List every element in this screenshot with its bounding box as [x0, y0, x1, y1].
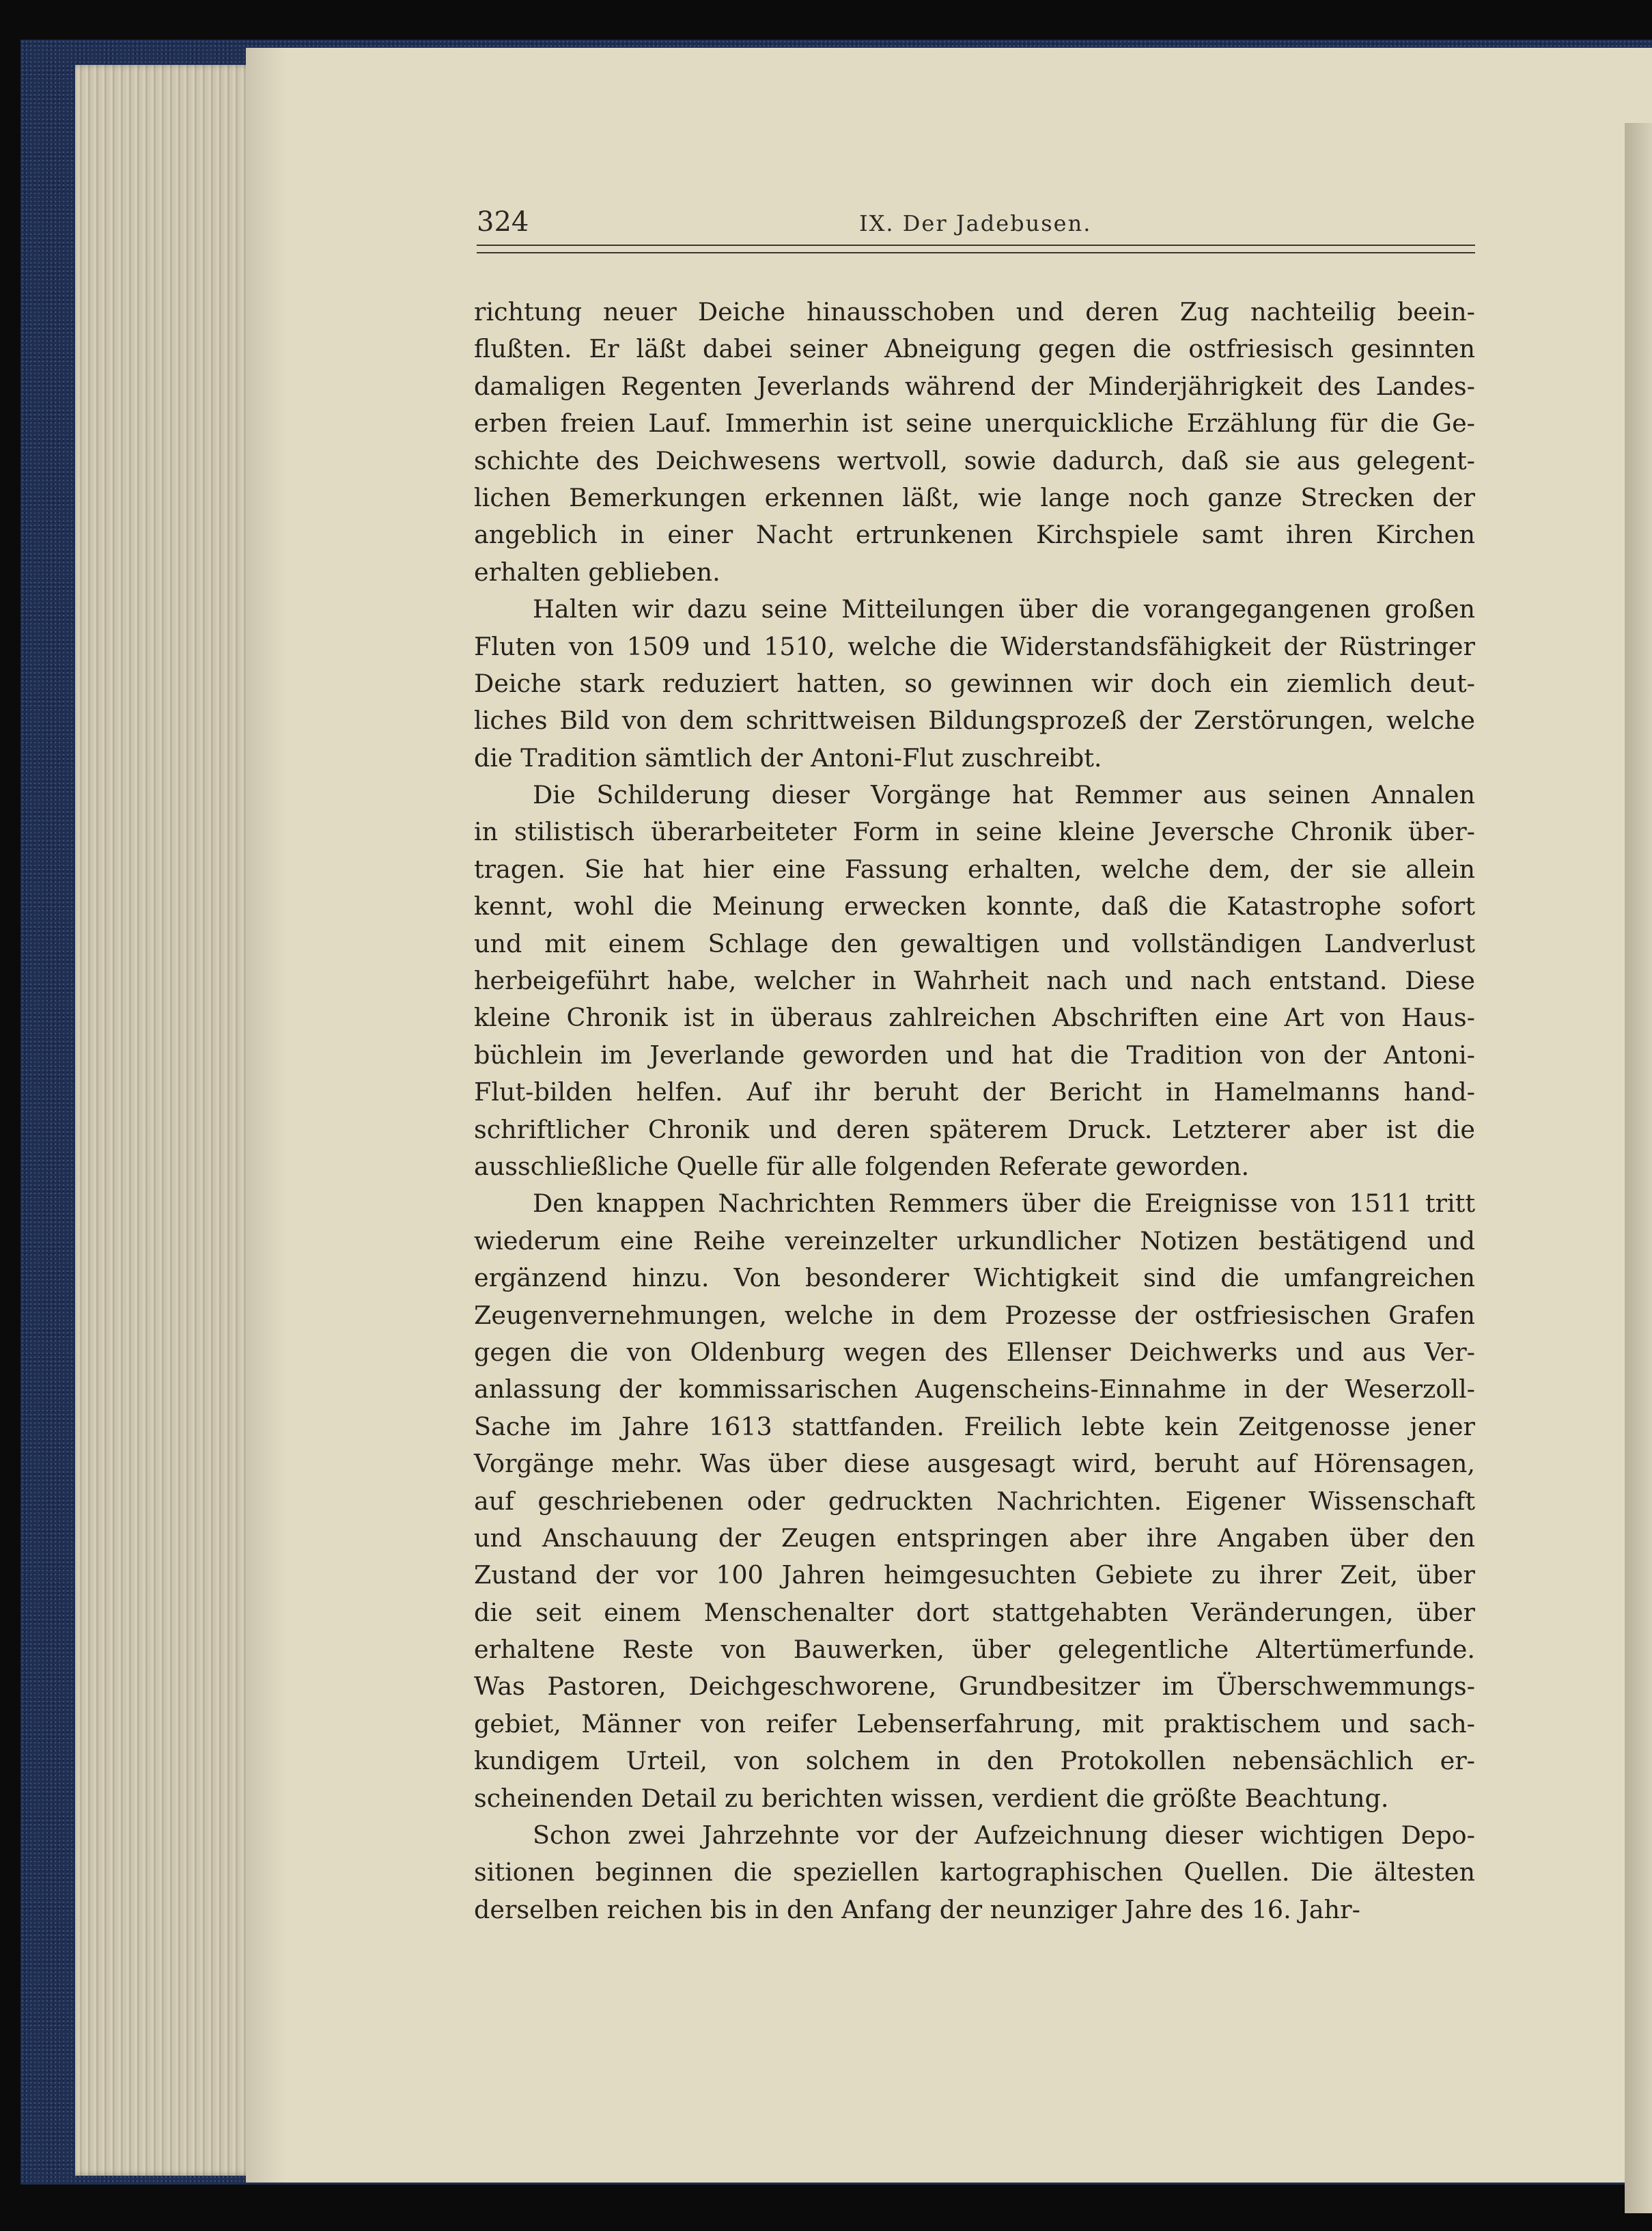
text-line: richtung neuer Deiche hinausschoben und deren Zug nachteilig beein- — [474, 297, 1475, 327]
text-line: angeblich in einer Nacht ertrunkenen Kirchspiele samt ihren Kirchen — [474, 520, 1475, 550]
paragraph — [474, 1817, 1475, 1928]
text-line: flußten. Er läßt dabei seiner Abneigung gegen die ostfriesisch gesinnten — [474, 334, 1475, 364]
paragraph — [474, 1185, 1475, 1817]
text-line: ergänzend hinzu. Von besonderer Wichtigkeit sind die umfangreichen — [474, 1263, 1475, 1293]
text-line: Halten wir dazu seine Mitteilungen über die vorangegangenen großen — [533, 594, 1475, 624]
paragraph — [474, 591, 1475, 777]
text-line: Was Pastoren, Deichgeschworene, Grundbesitzer im Überschwemmungs- — [474, 1672, 1475, 1702]
text-line: Vorgänge mehr. Was über diese ausgesagt wird, beruht auf Hörensagen, — [474, 1449, 1475, 1479]
text-line: herbeigeführt habe, welcher in Wahrheit nach und nach entstand. Diese — [474, 966, 1475, 996]
paragraph — [474, 777, 1475, 1185]
text-line: damaligen Regenten Jeverlands während der Minderjährigkeit des Landes- — [474, 371, 1475, 401]
next-page-edge — [1625, 123, 1652, 2213]
text-line: liches Bild von dem schrittweisen Bildungsprozeß der Zerstörungen, welche — [474, 706, 1475, 736]
text-line: Deiche stark reduziert hatten, so gewinnen wir doch ein ziemlich deut- — [474, 668, 1475, 698]
text-line: auf geschriebenen oder gedruckten Nachrichten. Eigener Wissenschaft — [474, 1486, 1475, 1516]
text-line: erhaltene Reste von Bauwerken, über gelegentliche Altertümerfunde. — [474, 1635, 1475, 1665]
text-line: tragen. Sie hat hier eine Fassung erhalten, welche dem, der sie allein — [474, 854, 1475, 884]
text-line: gebiet, Männer von reifer Lebenserfahrung, mit praktischem und sach- — [474, 1708, 1475, 1738]
body-text — [474, 294, 1475, 1928]
text-line: und Anschauung der Zeugen entspringen aber ihre Angaben über den — [474, 1523, 1475, 1553]
page-edges — [75, 65, 260, 2176]
text-line: und mit einem Schlage den gewaltigen und vollständigen Landverlust — [474, 928, 1475, 958]
text-line: anlassung der kommissarischen Augenscheins-Einnahme in der Weserzoll- — [474, 1374, 1475, 1404]
text-line: schriftlicher Chronik und deren späterem Druck. Letzterer aber ist die — [474, 1114, 1475, 1144]
text-line: erben freien Lauf. Immerhin ist seine unerquickliche Erzählung für die Ge- — [474, 408, 1475, 439]
text-line: scheinenden Detail zu berichten wissen, verdient die größte Beachtung. — [474, 1783, 1389, 1813]
paragraph — [474, 294, 1475, 591]
text-line: ausschließliche Quelle für alle folgenden Referate geworden. — [474, 1151, 1250, 1181]
text-line: die seit einem Menschenalter dort stattgehabten Veränderungen, über — [474, 1597, 1475, 1627]
text-line: in stilistisch überarbeiteter Form in seine kleine Jeversche Chronik über- — [474, 817, 1475, 847]
text-line: lichen Bemerkungen erkennen läßt, wie lange noch ganze Strecken der — [474, 482, 1475, 512]
text-line: kleine Chronik ist in überaus zahlreichen Abschriften eine Art von Haus- — [474, 1003, 1475, 1033]
text-line: kennt, wohl die Meinung erwecken konnte, daß die Katastrophe sofort — [474, 891, 1475, 922]
running-head: IX. Der Jadebusen. — [859, 210, 1092, 236]
header-rule — [477, 245, 1475, 253]
text-line: erhalten geblieben. — [474, 557, 720, 587]
text-line: Den knappen Nachrichten Remmers über die Ereignisse von 1511 tritt — [533, 1189, 1475, 1219]
text-line: büchlein im Jeverlande geworden und hat die Tradition von der Antoni- — [474, 1040, 1475, 1070]
text-line: Fluten von 1509 und 1510, welche die Widerstandsfähigkeit der Rüstringer — [474, 631, 1475, 661]
text-line: die Tradition sämtlich der Antoni-Flut zuschreibt. — [474, 743, 1102, 773]
text-line: schichte des Deichwesens wertvoll, sowie dadurch, daß sie aus gelegent- — [474, 445, 1475, 475]
text-line: Zustand der vor 100 Jahren heimgesuchten Gebiete zu ihrer Zeit, über — [474, 1560, 1475, 1590]
page-header — [477, 205, 1474, 246]
text-line: gegen die von Oldenburg wegen des Ellenser Deichwerks und aus Ver- — [474, 1337, 1475, 1367]
text-line: Zeugenvernehmungen, welche in dem Prozesse der ostfriesischen Grafen — [474, 1300, 1475, 1330]
text-line: Flut-bilden helfen. Auf ihr beruht der Bericht in Hamelmanns hand- — [474, 1077, 1475, 1107]
text-line: wiederum eine Reihe vereinzelter urkundlicher Notizen bestätigend und — [474, 1225, 1475, 1256]
text-line: derselben reichen bis in den Anfang der neunziger Jahre des 16. Jahr- — [474, 1894, 1360, 1924]
text-line: sitionen beginnen die speziellen kartographischen Quellen. Die ältesten — [474, 1857, 1475, 1887]
text-line: Sache im Jahre 1613 stattfanden. Freilich lebte kein Zeitgenosse jener — [474, 1411, 1475, 1441]
text-line: kundigem Urteil, von solchem in den Protokollen nebensächlich er- — [474, 1746, 1475, 1776]
text-line: Schon zwei Jahrzehnte vor der Aufzeichnung dieser wichtigen Depo- — [533, 1820, 1475, 1851]
text-line: Die Schilderung dieser Vorgänge hat Remmer aus seinen Annalen — [533, 780, 1475, 810]
page-number: 324 — [477, 206, 529, 238]
